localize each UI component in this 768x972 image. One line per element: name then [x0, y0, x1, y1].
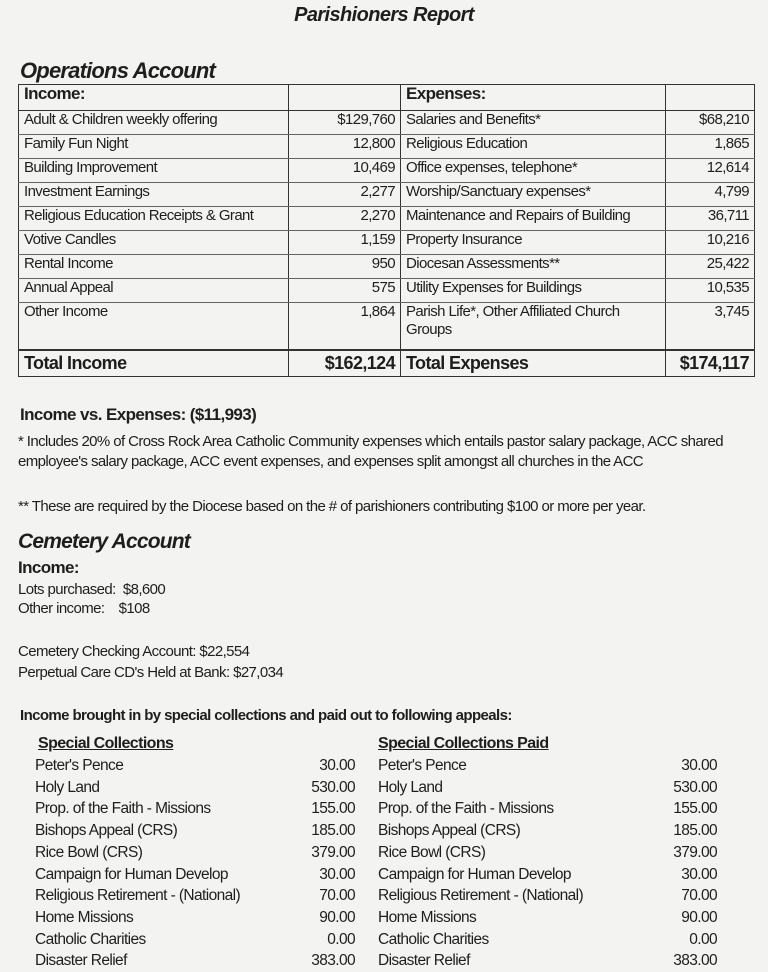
table-header-row	[19, 85, 755, 111]
expense-amount: 36,711	[666, 207, 755, 231]
expense-amount: 4,799	[666, 183, 755, 207]
expense-label: Property Insurance	[401, 231, 666, 255]
income-label: Building Improvement	[19, 159, 289, 183]
paid-amount: 30.00	[681, 757, 717, 774]
paid-name: Campaign for Human Develop	[378, 865, 571, 883]
paid-name: Peter's Pence	[378, 757, 467, 774]
expense-amount: 1,865	[666, 135, 755, 159]
paid-amount: 379.00	[673, 843, 717, 861]
report-title: Parishioners Report	[294, 4, 474, 26]
income-amount: $129,760	[289, 111, 401, 135]
expense-label: Diocesan Assessments**	[401, 255, 666, 279]
total-row	[19, 350, 755, 377]
special-collections-header: Special Collections	[38, 735, 174, 752]
income-amount: 575	[289, 279, 401, 303]
paid-amount: 90.00	[681, 908, 717, 926]
income-vs-expenses: Income vs. Expenses: ($11,993)	[20, 405, 257, 424]
expense-label: Religious Education	[401, 135, 666, 159]
paid-name: Home Missions	[378, 908, 477, 926]
collection-amount: 0.00	[327, 930, 355, 948]
expense-label: Office expenses, telephone*	[401, 159, 666, 183]
collection-name: Religious Retirement - (National)	[35, 887, 241, 905]
income-label: Rental Income	[19, 255, 289, 279]
paid-name: Rice Bowl (CRS)	[378, 843, 486, 861]
expense-amount: 12,614	[666, 159, 755, 183]
income-amount: 2,277	[289, 183, 401, 207]
collection-amount: 379.00	[311, 843, 355, 861]
expense-amount: 10,216	[666, 231, 755, 255]
collection-amount: 383.00	[311, 952, 355, 970]
total-income: $162,124	[289, 350, 401, 377]
table-row	[19, 183, 755, 207]
expense-label: Utility Expenses for Buildings	[401, 279, 666, 303]
income-label: Religious Education Receipts & Grant	[19, 207, 289, 231]
collection-name: Holy Land	[35, 778, 100, 796]
income-label: Family Fun Night	[19, 135, 289, 159]
cemetery-income-label: Income:	[18, 558, 79, 577]
empty-cell	[289, 85, 401, 111]
footnote-2: ** These are required by the Diocese based on the # of parishioners contributing $100 or more per year.	[18, 498, 646, 515]
table-row	[19, 303, 755, 351]
expense-amount: 3,745	[666, 303, 755, 351]
income-amount: 2,270	[289, 207, 401, 231]
paid-amount: 0.00	[689, 930, 717, 948]
collection-amount: 30.00	[319, 757, 355, 774]
checking-account: Cemetery Checking Account: $22,554	[18, 643, 250, 660]
income-label: Annual Appeal	[19, 279, 289, 303]
income-amount: 1,864	[289, 303, 401, 351]
income-amount: 950	[289, 255, 401, 279]
income-header: Income:	[19, 85, 289, 111]
table-row	[19, 231, 755, 255]
collection-name: Home Missions	[35, 908, 134, 926]
income-label: Other Income	[19, 303, 289, 351]
paid-amount: 70.00	[681, 887, 717, 905]
collection-amount: 70.00	[319, 887, 355, 905]
collection-amount: 530.00	[311, 778, 355, 796]
expense-amount: $68,210	[666, 111, 755, 135]
paid-name: Bishops Appeal (CRS)	[378, 822, 521, 840]
operations-heading: Operations Account	[20, 58, 216, 83]
income-amount: 1,159	[289, 231, 401, 255]
expenses-header: Expenses:	[401, 85, 666, 111]
expense-label: Maintenance and Repairs of Building	[401, 207, 666, 231]
collection-name: Bishops Appeal (CRS)	[35, 822, 178, 840]
total-expenses-label: Total Expenses	[401, 350, 666, 377]
total-income-label: Total Income	[19, 350, 289, 377]
expense-label: Worship/Sanctuary expenses*	[401, 183, 666, 207]
income-label: Investment Earnings	[19, 183, 289, 207]
paid-amount: 185.00	[673, 822, 717, 840]
other-income: Other income: $108	[18, 600, 150, 617]
paid-name: Disaster Relief	[378, 952, 470, 970]
paid-name: Catholic Charities	[378, 930, 489, 948]
expense-amount: 25,422	[666, 255, 755, 279]
collection-amount: 155.00	[311, 800, 355, 818]
table-row	[19, 135, 755, 159]
paid-name: Holy Land	[378, 778, 443, 796]
table-row	[19, 159, 755, 183]
collection-amount: 30.00	[319, 865, 355, 883]
expense-label: Parish Life*, Other Affiliated Church Groups	[401, 303, 666, 351]
collection-name: Rice Bowl (CRS)	[35, 843, 143, 861]
paid-amount: 383.00	[673, 952, 717, 970]
income-label: Votive Candles	[19, 231, 289, 255]
total-expenses: $174,117	[666, 350, 755, 377]
income-label: Adult & Children weekly offering	[19, 111, 289, 135]
paid-amount: 530.00	[673, 778, 717, 796]
collection-amount: 90.00	[319, 908, 355, 926]
cemetery-heading: Cemetery Account	[18, 530, 190, 553]
collection-amount: 185.00	[311, 822, 355, 840]
expense-label: Salaries and Benefits*	[401, 111, 666, 135]
lots-purchased: Lots purchased: $8,600	[18, 581, 166, 598]
table-row	[19, 279, 755, 303]
income-amount: 10,469	[289, 159, 401, 183]
paid-amount: 155.00	[673, 800, 717, 818]
empty-cell	[666, 85, 755, 111]
operations-table	[18, 84, 755, 377]
table-row	[19, 111, 755, 135]
special-collections-paid-header: Special Collections Paid	[378, 735, 549, 752]
table-row	[19, 255, 755, 279]
perpetual-care: Perpetual Care CD's Held at Bank: $27,034	[18, 664, 284, 681]
income-amount: 12,800	[289, 135, 401, 159]
collection-name: Catholic Charities	[35, 930, 146, 948]
paid-name: Religious Retirement - (National)	[378, 887, 584, 905]
table-row	[19, 207, 755, 231]
collection-name: Disaster Relief	[35, 952, 127, 970]
paid-name: Prop. of the Faith - Missions	[378, 800, 554, 818]
paid-amount: 30.00	[681, 865, 717, 883]
special-collections-intro: Income brought in by special collections and paid out to following appeals:	[20, 707, 512, 724]
collection-name: Campaign for Human Develop	[35, 865, 228, 883]
expense-amount: 10,535	[666, 279, 755, 303]
collection-name: Prop. of the Faith - Missions	[35, 800, 211, 818]
collection-name: Peter's Pence	[35, 757, 124, 774]
footnote-1: * Includes 20% of Cross Rock Area Catholic Community expenses which entails pastor salary package, ACC shared employee's salary package, ACC event expenses, and expenses split amongst all churches in the ACC	[18, 433, 723, 470]
